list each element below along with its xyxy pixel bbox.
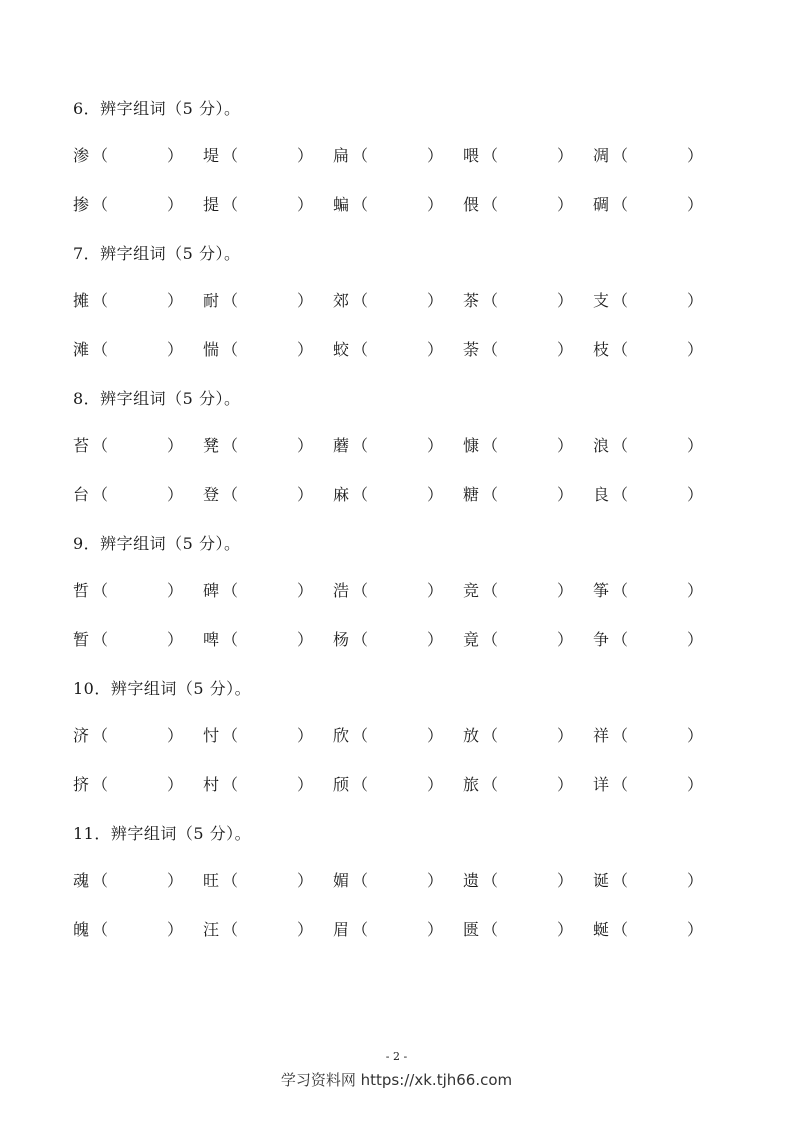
word-row	[73, 773, 713, 797]
blank-close-paren: ）	[427, 871, 444, 890]
blank-open-paren: （	[92, 630, 109, 649]
blank-close-paren: ）	[557, 871, 574, 890]
blank-open-paren: （	[482, 581, 499, 600]
character: 茶	[463, 291, 480, 310]
character: 竟	[463, 630, 480, 649]
character: 碉	[593, 195, 610, 214]
blank-close-paren: ）	[557, 630, 574, 649]
character: 啤	[203, 630, 220, 649]
blank-close-paren: ）	[297, 871, 314, 890]
character: 遗	[463, 871, 480, 890]
character: 糖	[463, 485, 480, 504]
blank-open-paren: （	[612, 146, 629, 165]
blank-open-paren: （	[92, 291, 109, 310]
word-row	[73, 579, 713, 603]
blank-open-paren: （	[222, 581, 239, 600]
blank-close-paren: ）	[167, 340, 184, 359]
blank-open-paren: （	[92, 436, 109, 455]
section-title: 9．辨字组词（5 分）。	[73, 534, 241, 553]
blank-open-paren: （	[482, 775, 499, 794]
character: 蘑	[333, 436, 350, 455]
character: 详	[593, 775, 610, 794]
character: 魂	[73, 871, 90, 890]
character: 郊	[333, 291, 350, 310]
character: 挤	[73, 775, 90, 794]
blank-open-paren: （	[482, 436, 499, 455]
blank-open-paren: （	[612, 775, 629, 794]
section-title: 7．辨字组词（5 分）。	[73, 244, 241, 263]
character: 济	[73, 726, 90, 745]
blank-close-paren: ）	[557, 485, 574, 504]
blank-close-paren: ）	[167, 581, 184, 600]
blank-open-paren: （	[482, 340, 499, 359]
blank-close-paren: ）	[297, 920, 314, 939]
blank-close-paren: ）	[687, 340, 704, 359]
blank-close-paren: ）	[557, 195, 574, 214]
blank-close-paren: ）	[297, 581, 314, 600]
blank-close-paren: ）	[427, 630, 444, 649]
blank-open-paren: （	[612, 871, 629, 890]
blank-open-paren: （	[482, 726, 499, 745]
blank-close-paren: ）	[687, 920, 704, 939]
blank-open-paren: （	[612, 630, 629, 649]
character: 登	[203, 485, 220, 504]
blank-close-paren: ）	[167, 195, 184, 214]
character: 魄	[73, 920, 90, 939]
blank-close-paren: ）	[557, 436, 574, 455]
character: 忖	[203, 726, 220, 745]
blank-open-paren: （	[482, 920, 499, 939]
blank-close-paren: ）	[427, 195, 444, 214]
blank-open-paren: （	[352, 920, 369, 939]
character: 眉	[333, 920, 350, 939]
character: 扁	[333, 146, 350, 165]
blank-open-paren: （	[92, 581, 109, 600]
character: 哲	[73, 581, 90, 600]
character: 村	[203, 775, 220, 794]
blank-open-paren: （	[482, 485, 499, 504]
character: 摊	[73, 291, 90, 310]
blank-close-paren: ）	[427, 920, 444, 939]
blank-open-paren: （	[612, 340, 629, 359]
blank-open-paren: （	[222, 291, 239, 310]
exercise-section-6	[73, 97, 713, 217]
blank-open-paren: （	[482, 871, 499, 890]
blank-open-paren: （	[222, 436, 239, 455]
exercise-section-7	[73, 242, 713, 362]
blank-open-paren: （	[482, 146, 499, 165]
blank-open-paren: （	[222, 920, 239, 939]
word-row	[73, 483, 713, 507]
character: 偎	[463, 195, 480, 214]
exercise-section-11	[73, 822, 713, 942]
blank-close-paren: ）	[167, 775, 184, 794]
blank-close-paren: ）	[427, 436, 444, 455]
character: 堤	[203, 146, 220, 165]
blank-close-paren: ）	[297, 195, 314, 214]
blank-open-paren: （	[352, 485, 369, 504]
character: 滩	[73, 340, 90, 359]
blank-close-paren: ）	[557, 581, 574, 600]
blank-open-paren: （	[352, 146, 369, 165]
character: 浪	[593, 436, 610, 455]
character: 匮	[463, 920, 480, 939]
character: 提	[203, 195, 220, 214]
blank-close-paren: ）	[687, 436, 704, 455]
word-row	[73, 144, 713, 168]
blank-close-paren: ）	[557, 775, 574, 794]
blank-close-paren: ）	[557, 291, 574, 310]
word-row	[73, 724, 713, 748]
character: 良	[593, 485, 610, 504]
character: 喂	[463, 146, 480, 165]
character: 台	[73, 485, 90, 504]
word-row	[73, 628, 713, 652]
character: 旅	[463, 775, 480, 794]
blank-close-paren: ）	[167, 146, 184, 165]
blank-close-paren: ）	[427, 726, 444, 745]
character: 碑	[203, 581, 220, 600]
character: 诞	[593, 871, 610, 890]
blank-open-paren: （	[222, 871, 239, 890]
blank-close-paren: ）	[557, 726, 574, 745]
blank-close-paren: ）	[167, 871, 184, 890]
character: 竞	[463, 581, 480, 600]
blank-close-paren: ）	[427, 340, 444, 359]
blank-open-paren: （	[92, 195, 109, 214]
section-title: 8．辨字组词（5 分）。	[73, 389, 241, 408]
word-row	[73, 869, 713, 893]
blank-open-paren: （	[222, 726, 239, 745]
section-title: 10．辨字组词（5 分）。	[73, 679, 252, 698]
blank-open-paren: （	[92, 485, 109, 504]
character: 祥	[593, 726, 610, 745]
blank-open-paren: （	[612, 195, 629, 214]
character: 惴	[203, 340, 220, 359]
blank-close-paren: ）	[687, 195, 704, 214]
blank-open-paren: （	[612, 436, 629, 455]
blank-open-paren: （	[222, 775, 239, 794]
blank-close-paren: ）	[687, 581, 704, 600]
blank-open-paren: （	[222, 146, 239, 165]
character: 慷	[463, 436, 480, 455]
blank-open-paren: （	[92, 726, 109, 745]
blank-close-paren: ）	[427, 775, 444, 794]
blank-open-paren: （	[92, 920, 109, 939]
exercise-section-9	[73, 532, 713, 652]
character: 蜒	[593, 920, 610, 939]
blank-close-paren: ）	[687, 871, 704, 890]
character: 蛟	[333, 340, 350, 359]
character: 颀	[333, 775, 350, 794]
character: 凋	[593, 146, 610, 165]
blank-open-paren: （	[612, 920, 629, 939]
character: 放	[463, 726, 480, 745]
exercise-section-8	[73, 387, 713, 507]
blank-open-paren: （	[92, 775, 109, 794]
blank-close-paren: ）	[427, 291, 444, 310]
character: 支	[593, 291, 610, 310]
character: 欣	[333, 726, 350, 745]
blank-open-paren: （	[352, 340, 369, 359]
character: 苔	[73, 436, 90, 455]
blank-open-paren: （	[612, 485, 629, 504]
blank-close-paren: ）	[687, 775, 704, 794]
blank-close-paren: ）	[297, 726, 314, 745]
character: 浩	[333, 581, 350, 600]
blank-open-paren: （	[612, 581, 629, 600]
character: 汪	[203, 920, 220, 939]
word-row	[73, 918, 713, 942]
blank-open-paren: （	[612, 726, 629, 745]
blank-close-paren: ）	[167, 920, 184, 939]
blank-open-paren: （	[352, 436, 369, 455]
blank-open-paren: （	[352, 195, 369, 214]
blank-close-paren: ）	[297, 775, 314, 794]
word-row	[73, 338, 713, 362]
blank-open-paren: （	[482, 630, 499, 649]
blank-close-paren: ）	[297, 340, 314, 359]
character: 掺	[73, 195, 90, 214]
blank-open-paren: （	[352, 775, 369, 794]
blank-open-paren: （	[352, 871, 369, 890]
blank-close-paren: ）	[167, 291, 184, 310]
blank-close-paren: ）	[687, 291, 704, 310]
character: 旺	[203, 871, 220, 890]
character: 媚	[333, 871, 350, 890]
blank-close-paren: ）	[687, 485, 704, 504]
blank-close-paren: ）	[167, 630, 184, 649]
character: 筝	[593, 581, 610, 600]
word-row	[73, 193, 713, 217]
blank-open-paren: （	[222, 340, 239, 359]
blank-close-paren: ）	[167, 726, 184, 745]
blank-close-paren: ）	[427, 485, 444, 504]
blank-open-paren: （	[352, 726, 369, 745]
blank-close-paren: ）	[167, 485, 184, 504]
blank-close-paren: ）	[427, 146, 444, 165]
blank-close-paren: ）	[557, 340, 574, 359]
blank-open-paren: （	[222, 485, 239, 504]
blank-close-paren: ）	[687, 630, 704, 649]
blank-open-paren: （	[352, 291, 369, 310]
blank-open-paren: （	[352, 630, 369, 649]
blank-open-paren: （	[612, 291, 629, 310]
character: 争	[593, 630, 610, 649]
character: 麻	[333, 485, 350, 504]
blank-close-paren: ）	[557, 920, 574, 939]
blank-open-paren: （	[92, 340, 109, 359]
character: 暂	[73, 630, 90, 649]
blank-close-paren: ）	[167, 436, 184, 455]
blank-close-paren: ）	[687, 726, 704, 745]
character: 蝙	[333, 195, 350, 214]
section-title: 11．辨字组词（5 分）。	[73, 824, 252, 843]
blank-open-paren: （	[482, 195, 499, 214]
character: 荼	[463, 340, 480, 359]
page-number: - 2 -	[385, 1050, 408, 1063]
blank-open-paren: （	[482, 291, 499, 310]
blank-open-paren: （	[222, 630, 239, 649]
blank-close-paren: ）	[297, 630, 314, 649]
blank-close-paren: ）	[557, 146, 574, 165]
blank-open-paren: （	[92, 871, 109, 890]
blank-open-paren: （	[222, 195, 239, 214]
section-title: 6．辨字组词（5 分）。	[73, 99, 241, 118]
word-row	[73, 289, 713, 313]
character: 渗	[73, 146, 90, 165]
exercise-section-10	[73, 677, 713, 797]
character: 杨	[333, 630, 350, 649]
blank-close-paren: ）	[297, 291, 314, 310]
blank-close-paren: ）	[427, 581, 444, 600]
blank-open-paren: （	[92, 146, 109, 165]
blank-close-paren: ）	[297, 146, 314, 165]
blank-close-paren: ）	[297, 436, 314, 455]
blank-open-paren: （	[352, 581, 369, 600]
blank-close-paren: ）	[297, 485, 314, 504]
character: 耐	[203, 291, 220, 310]
character: 枝	[593, 340, 610, 359]
word-row	[73, 434, 713, 458]
blank-close-paren: ）	[687, 146, 704, 165]
character: 凳	[203, 436, 220, 455]
footer-watermark-link[interactable]: 学习资料网 https://xk.tjh66.com	[280, 1071, 513, 1089]
